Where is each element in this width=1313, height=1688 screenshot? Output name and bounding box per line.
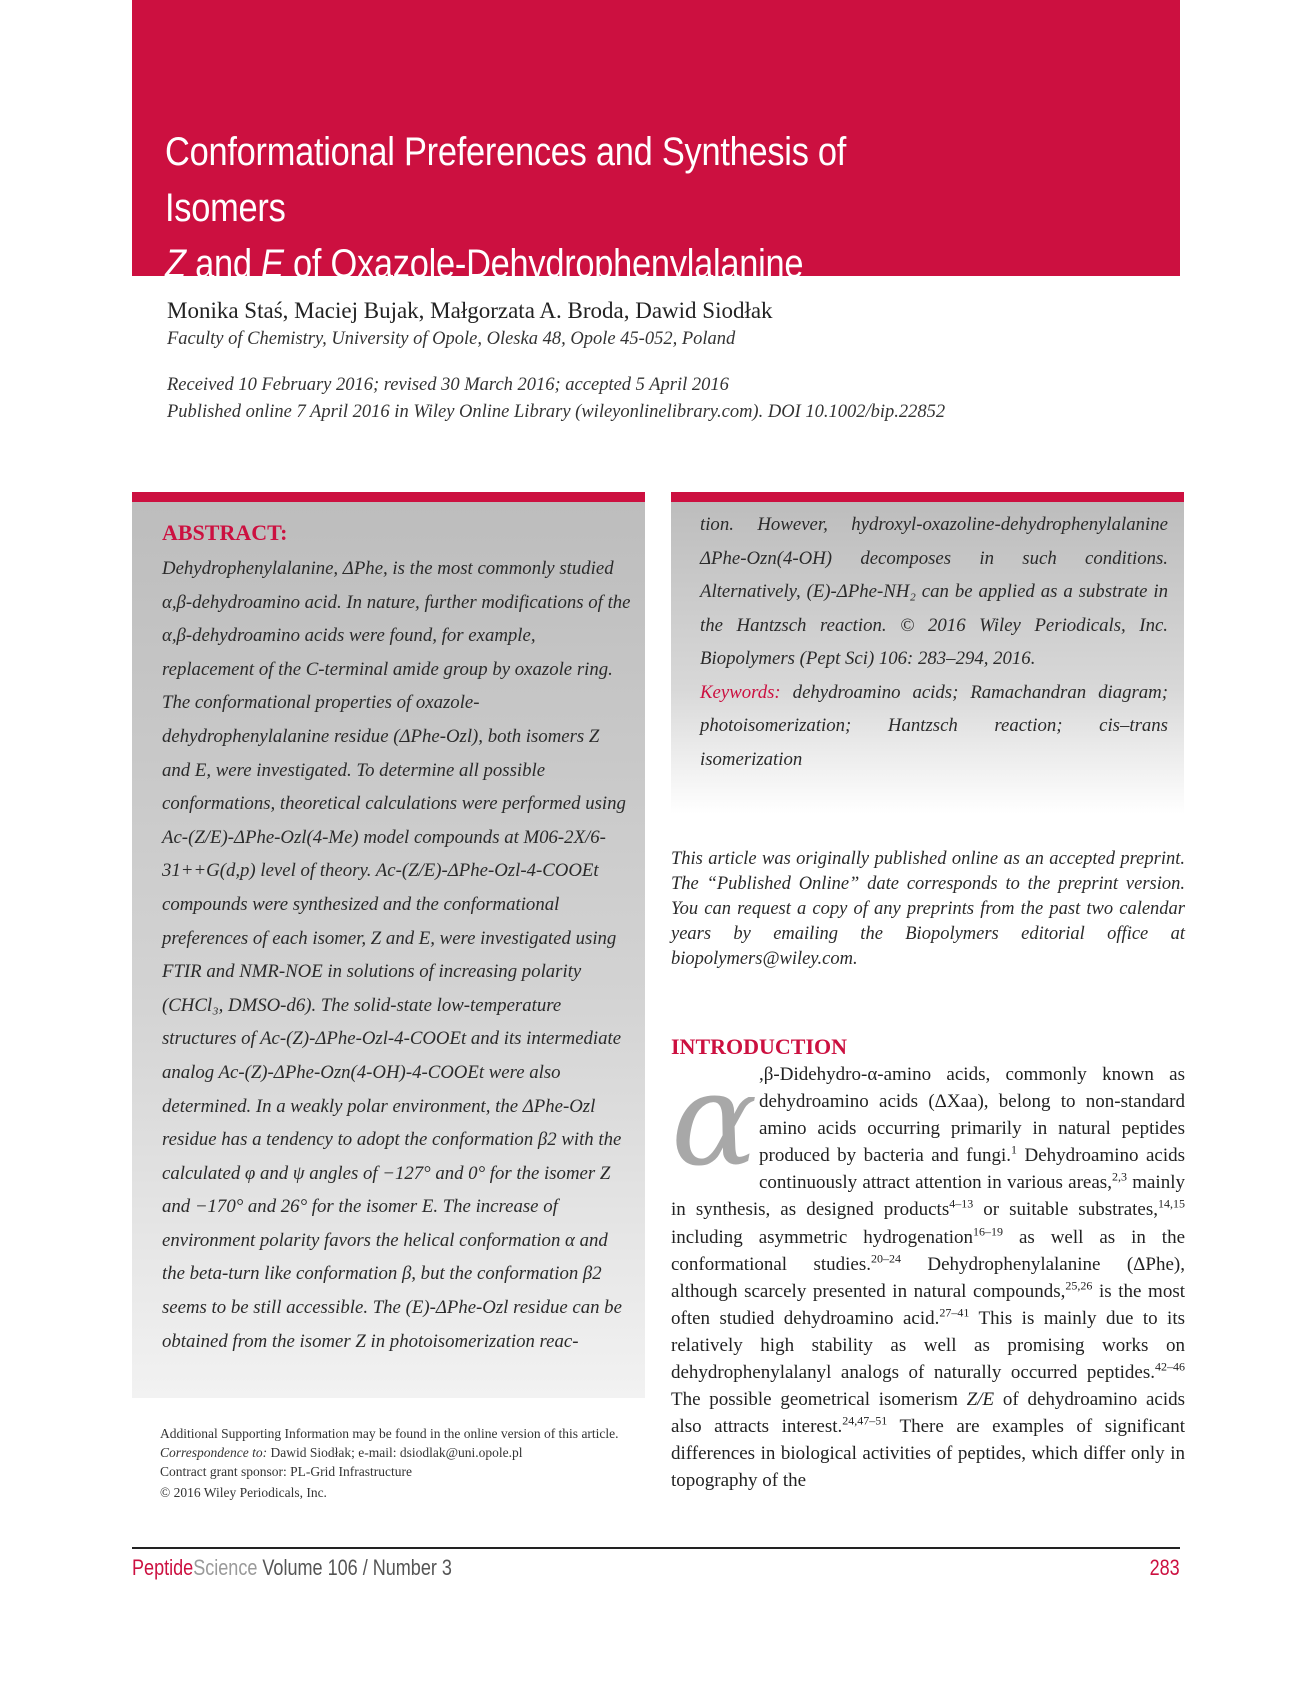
footer-rule bbox=[132, 1547, 1180, 1549]
title-rest: of Oxazole-Dehydrophenylalanine bbox=[293, 242, 804, 286]
abstract-text-continued: tion. However, hydroxyl-oxazoline-dehydrophenylalanine ΔPhe-Ozn(4-OH) decomposes in such conditions. Alternatively, (E)-ΔPhe-NH₂ can be applied as a substrate in the Hantzsch reaction. © 2016 Wiley Periodicals, Inc. Biopolymers (Pept Sci) 106: 283–294, 2016. bbox=[700, 514, 1168, 669]
intro-p6: as well as in the conformational studies. bbox=[671, 1226, 1186, 1275]
grant-note: Contract grant sponsor: PL-Grid Infrastructure bbox=[160, 1464, 412, 1479]
title-z: Z bbox=[165, 242, 186, 286]
intro-p7: Dehydrophenylalanine (ΔPhe), although scarcely presented in natural compounds, bbox=[671, 1253, 1185, 1302]
ref: 20–24 bbox=[871, 1251, 901, 1266]
correspondence-note bbox=[160, 1443, 648, 1462]
intro-p9: This is mainly due to its relatively high stability as well as promising works on dehydrophenylalanyl analogs of naturally occurred peptides. bbox=[671, 1307, 1185, 1384]
ref: 1 bbox=[1011, 1142, 1018, 1157]
footnotes bbox=[160, 1424, 648, 1502]
ref: 2,3 bbox=[1111, 1170, 1127, 1185]
journal-name-peptide: Peptide bbox=[132, 1555, 194, 1580]
title-line-2 bbox=[165, 236, 939, 292]
intro-p8: is the most often studied dehydroamino acid. bbox=[671, 1280, 1185, 1329]
supporting-info-note: Additional Supporting Information may be found in the online version of this article. bbox=[160, 1426, 619, 1441]
journal-footer bbox=[132, 1555, 452, 1581]
intro-p10: The possible geometrical isomerism bbox=[671, 1389, 967, 1411]
correspondence-details: Dawid Siodłak; e-mail: dsiodlak@uni.opole.pl bbox=[267, 1445, 523, 1460]
copyright-note: © 2016 Wiley Periodicals, Inc. bbox=[160, 1485, 327, 1500]
abstract-text-col1: Dehydrophenylalanine, ΔPhe, is the most commonly studied α,β-dehydroamino acid. In nature, further modifications of the α,β-dehydroamino acids were found, for example, replacement of the C-terminal amide group by oxazole ring. The conformational properties of oxazole-dehydrophenylalanine residue (ΔPhe-Ozl), both isomers Z and E, were investigated. To determine all possible conformations, theoretical calculations were performed using Ac-(Z/E)-ΔPhe-Ozl(4-Me) model compounds at M06-2X/6-31++G(d,p) level of theory. Ac-(Z/E)-ΔPhe-Ozl-4-COOEt compounds were synthesized and the conformational preferences of each isomer, Z and E, were investigated using FTIR and NMR-NOE in solutions of increasing polarity (CHCl₃, DMSO-d6). The solid-state low-temperature structures of Ac-(Z)-ΔPhe-Ozl-4-COOEt and its intermediate analog Ac-(Z)-ΔPhe-Ozn(4-OH)-4-COOEt were also determined. In a weakly polar environment, the ΔPhe-Ozl residue has a tendency to adopt the conformation β2 with the calculated φ and ψ angles of −127° and 0° for the isomer Z and −170° and 26° for the isomer E. The increase of environment polarity favors the helical conformation α and the beta-turn like conformation β, but the conformation β2 seems to be still accessible. The (E)-ΔPhe-Ozl residue can be obtained from the isomer Z in photoisomerization reac- bbox=[162, 558, 631, 1352]
intro-p1: ,β-Didehydro-α-amino acids, commonly known as dehydroamino acids (ΔXaa), belong to non-standard amino acids occurring primarily in natural peptides produced by bacteria and fungi. bbox=[759, 1064, 1185, 1167]
page-number: 283 bbox=[1149, 1555, 1180, 1580]
keywords: dehydroamino acids; Ramachandran diagram; photoisomerization; Hantzsch reaction; cis–trans isomerization bbox=[700, 681, 1169, 770]
intro-p12: There are examples of significant differences in biological activities of peptides, which differ only in topography of the bbox=[671, 1416, 1185, 1492]
ref: 42–46 bbox=[1155, 1359, 1185, 1374]
intro-p5: including asymmetric hydrogenation bbox=[671, 1226, 974, 1248]
correspondence-label: Correspondence to: bbox=[160, 1445, 268, 1460]
published-info: Published online 7 April 2016 in Wiley Online Library (wileyonlinelibrary.com). DOI 10.1002/bip.22852 bbox=[167, 402, 946, 422]
intro-p2: Dehydroamino acids continuously attract attention in various areas, bbox=[759, 1145, 1186, 1194]
drop-cap: α bbox=[671, 1046, 758, 1195]
abstract-text-col2 bbox=[700, 508, 1168, 776]
ref: 25,26 bbox=[1065, 1278, 1093, 1293]
intro-p11: of dehydroamino acids also attracts interest. bbox=[671, 1389, 1185, 1438]
article-dates bbox=[167, 372, 945, 426]
volume-info: Volume 106 / Number 3 bbox=[257, 1555, 452, 1580]
title-line-1: Conformational Preferences and Synthesis of Isomers bbox=[165, 130, 847, 230]
title-e: E bbox=[261, 242, 284, 286]
journal-name-science: Science bbox=[193, 1555, 258, 1580]
ref: 16–19 bbox=[973, 1224, 1004, 1239]
ref: 27–41 bbox=[939, 1305, 970, 1320]
intro-p4: or suitable substrates, bbox=[973, 1199, 1158, 1221]
intro-p3: mainly in synthesis, as designed products bbox=[671, 1172, 1185, 1221]
title-and: and bbox=[195, 242, 252, 286]
author-list: Monika Staś, Maciej Bujak, Małgorzata A. Broda, Dawid Siodłak bbox=[167, 298, 773, 323]
preprint-notice: This article was originally published online as an accepted preprint. The “Published Online” date corresponds to the preprint version. You can request a copy of any preprints from the past two calendar years by emailing the Biopolymers editorial office at biopolymers@wiley.com. bbox=[671, 849, 1185, 969]
received-dates: Received 10 February 2016; revised 30 March 2016; accepted 5 April 2016 bbox=[167, 375, 729, 395]
abstract-heading: ABSTRACT: bbox=[162, 520, 288, 545]
ref: 4–13 bbox=[949, 1197, 974, 1212]
article-title bbox=[165, 124, 939, 292]
ref: 14,15 bbox=[1158, 1197, 1185, 1212]
introduction-heading: INTRODUCTION bbox=[671, 1034, 848, 1059]
affiliation: Faculty of Chemistry, University of Opole, Oleska 48, Opole 45-052, Poland bbox=[167, 329, 736, 349]
intro-ze: Z/E bbox=[966, 1389, 995, 1411]
ref: 24,47–51 bbox=[842, 1413, 888, 1428]
keywords-label: Keywords: bbox=[700, 681, 781, 703]
